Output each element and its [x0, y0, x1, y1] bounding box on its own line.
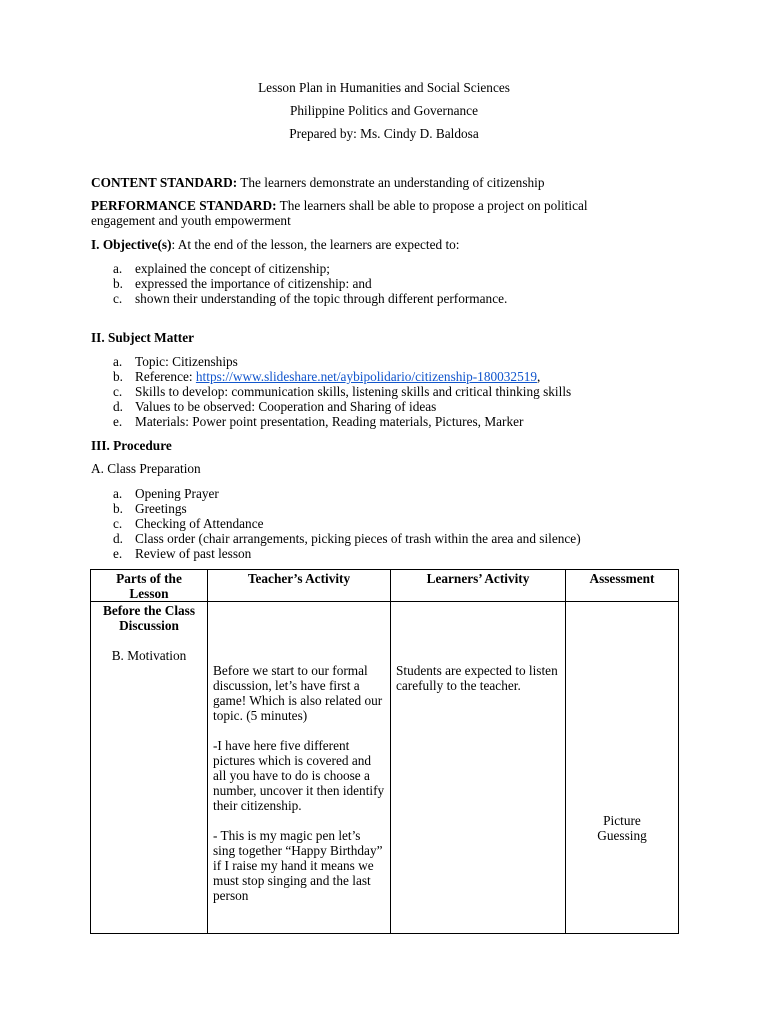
content-standard-label: CONTENT STANDARD:: [91, 175, 238, 190]
parts-cell: [91, 602, 208, 934]
performance-standard: [91, 198, 588, 213]
assessment-cell: [566, 602, 679, 934]
procedure-table: [90, 569, 679, 934]
reference-link[interactable]: https://www.slideshare.net/aybipolidario/citizenship-180032519: [195, 369, 538, 384]
assessment-text: Picture Guessing: [597, 813, 647, 843]
document-title: Lesson Plan in Humanities and Social Sciences: [258, 80, 510, 95]
before-class-label: Before the Class Discussion: [102, 603, 196, 633]
objectives-heading: [91, 237, 460, 252]
performance-standard-continued: engagement and youth empowerment: [91, 213, 291, 228]
content-standard-text: The learners demonstrate an understanding of citizenship: [237, 175, 545, 190]
learners-paragraph: Students are expected to listen carefully to the teacher.: [396, 663, 558, 693]
objectives-intro: : At the end of the lesson, the learners are expected to:: [171, 237, 460, 252]
table-header-row: [91, 570, 679, 602]
class-preparation-heading: A. Class Preparation: [91, 461, 201, 476]
column-header-assessment: Assessment: [566, 570, 679, 602]
subject-matter-heading: II. Subject Matter: [91, 330, 195, 345]
document-page: Lesson Plan in Humanities and Social Sciences Philippine Politics and Governance Prepared by: Ms. Cindy D. Baldosa CONTENT STANDARD: The learners demonstrate an understanding of citizenship PERFORMANCE STANDARD: The learners shall be able to propose a project on political engagement and youth empowerment I. Objective(s): At the end of the lesson, the learners are expected to: a. explained the concept of citizenship; b. expressed the importance of citizenship: and c. shown their understanding of the topic through different performance. II. Subject Matter a. Topic: Citizenships b. Reference: https://www.slideshare.net/aybipolidario/citizenship-180032519, c. Skills to develop: communication skills, listening skills and critical thinking skills d. Values to be observed: Cooperation and Sharing of ideas e. Materials: Power point presentation, Reading materials, Pictures, Marker III. Procedure A. Class Preparation a. Opening Prayer b. Greetings c. Checking of Attendance d. Class order (chair arrangements, picking pieces of trash within the area and silence) e. Review of past lesson Parts of the Lesson Teacher’s Activity Learners’ Activity Assessment Before the Class Discussion B. Motivation Before we start to our formal discussion, let’s have first a game! Which is also related our topic. (5 minutes) -I have here five different pictures which is covered and all you have to do is choose a number, uncover it then identify their citizenship. - This is my magic pen let’s sing together “Happy Birthday” if I raise my hand it means we must stop singing and the last person Students are expected to listen carefully to the teacher. Picture Guessing: [0, 0, 768, 1024]
performance-standard-text: The learners shall be able to propose a project on political: [276, 198, 588, 213]
procedure-heading: III. Procedure: [91, 438, 172, 453]
document-subject: Philippine Politics and Governance: [290, 103, 478, 118]
column-header-parts: Parts of the Lesson: [91, 570, 208, 602]
teacher-activity-cell: [208, 602, 391, 934]
learners-activity-cell: [391, 602, 566, 934]
content-standard: [91, 175, 545, 190]
performance-standard-label: PERFORMANCE STANDARD:: [91, 198, 277, 213]
objectives-label: I. Objective(s): [91, 237, 172, 252]
teacher-paragraph: -I have here five different pictures which is covered and all you have to do is choose a number, uncover it then identify their citizenship.: [213, 738, 385, 813]
table-row: [91, 602, 679, 934]
teacher-paragraph: - This is my magic pen let’s sing together “Happy Birthday” if I raise my hand it means we must stop singing and the last person: [213, 828, 383, 903]
teacher-paragraph: Before we start to our formal discussion, let’s have first a game! Which is also related our topic. (5 minutes): [213, 663, 383, 723]
motivation-label: B. Motivation: [111, 648, 187, 663]
column-header-learners: Learners’ Activity: [391, 570, 566, 602]
column-header-teacher: Teacher’s Activity: [208, 570, 391, 602]
prepared-by: Prepared by: Ms. Cindy D. Baldosa: [289, 126, 479, 141]
